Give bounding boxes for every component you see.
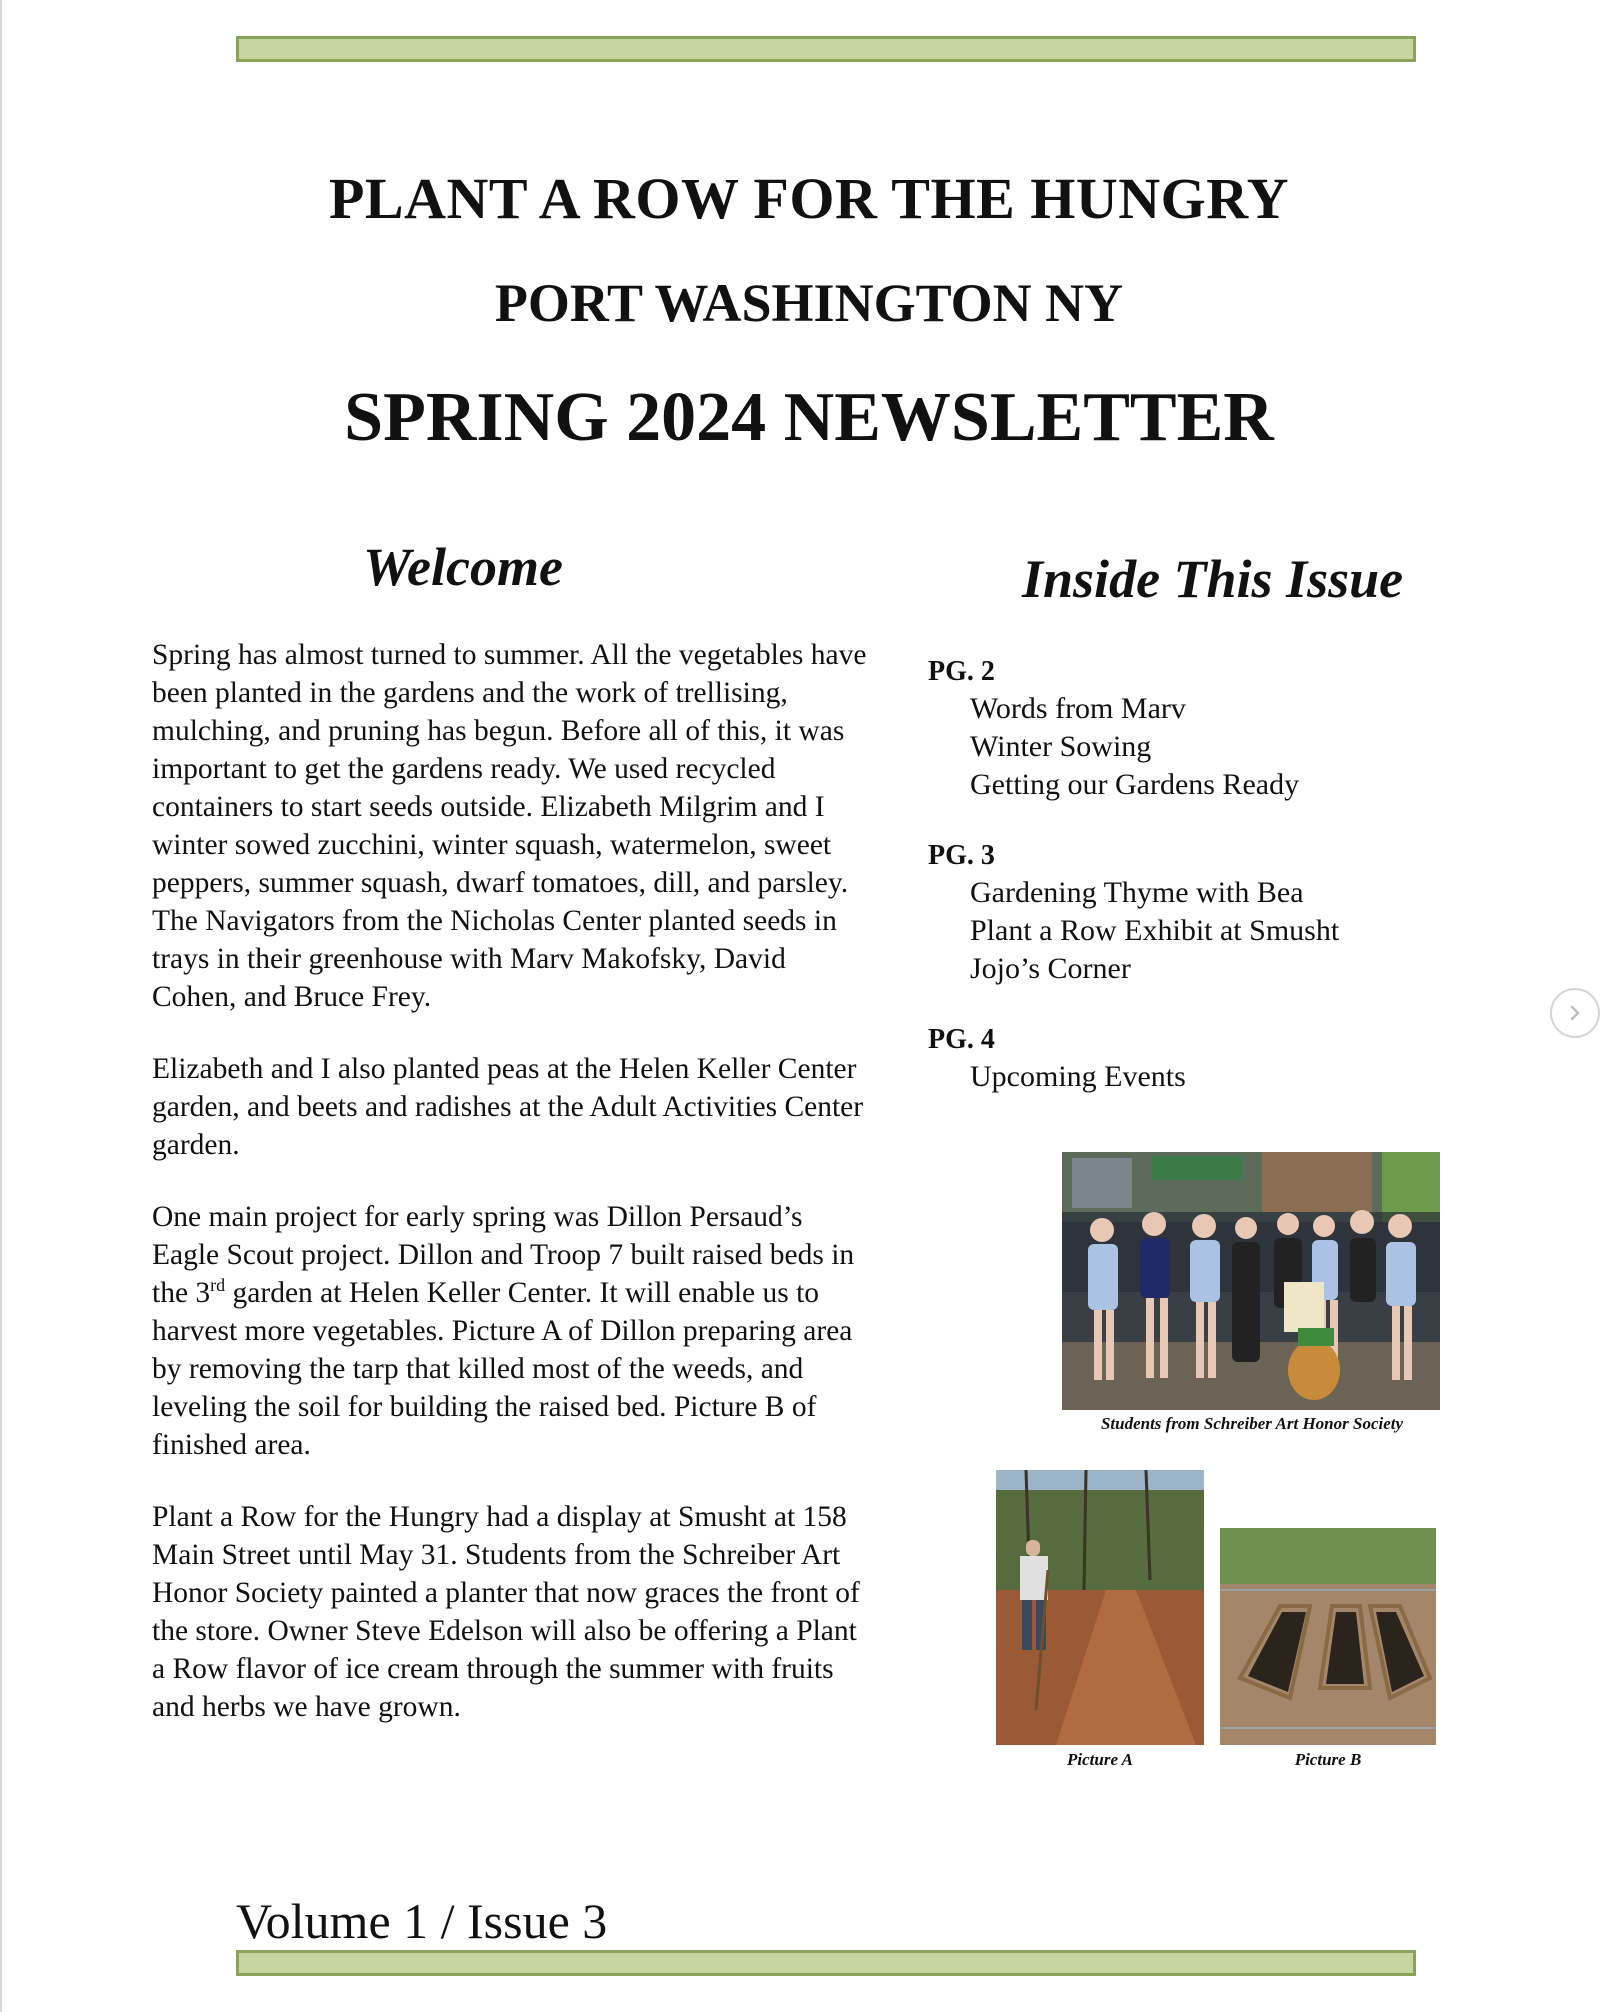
toc-item: Upcoming Events bbox=[970, 1060, 1186, 1093]
welcome-paragraph-1: Spring has almost turned to summer. All the vegetables have been planted in the gardens and the work of trellising, mulching, and pruning has begun. Before all of this, it was important to get the gardens ready. We used recycled containers to start seeds outside. Elizabeth Milgrim and I winter sowed zucchini, winter squash, watermelon, sweet peppers, summer squash, dwarf tomatoes, dill, and parsley. The Navigators from the Nicholas Center planted seeds in trays in their greenhouse with Marv Makofsky, David Cohen, and Bruce Frey. bbox=[152, 639, 867, 1013]
toc-item: Gardening Thyme with Bea bbox=[970, 876, 1304, 909]
toc-group bbox=[928, 838, 1448, 988]
toc-item: Getting our Gardens Ready bbox=[970, 768, 1300, 801]
volume-issue-label: Volume 1 / Issue 3 bbox=[236, 1893, 608, 1949]
picture-a-photo bbox=[996, 1470, 1204, 1745]
chevron-right-icon bbox=[1565, 1003, 1585, 1023]
toc-page-number: PG. 4 bbox=[928, 1024, 995, 1055]
toc-page-number: PG. 2 bbox=[928, 656, 995, 687]
next-page-button[interactable] bbox=[1550, 988, 1600, 1038]
inside-this-issue-heading: Inside This Issue bbox=[1022, 549, 1404, 609]
welcome-paragraph-4: Plant a Row for the Hungry had a display at Smusht at 158 Main Street until May 31. Students from the Schreiber Art Honor Society painted a planter that now graces the front of the store. Owner Steve Edelson will also be offering a Plant a Row flavor of ice cream through the summer with fruits and herbs we have grown. bbox=[152, 1501, 860, 1723]
p3-text-after: garden at Helen Keller Center. It will enable us to harvest more vegetables. Picture A of Dillon preparing area by removing the tarp that killed most of the weeds, and leveling the soil for building the raised bed. Picture B of finished area. bbox=[152, 1277, 853, 1461]
masthead-location: PORT WASHINGTON NY bbox=[494, 273, 1124, 333]
welcome-article bbox=[152, 636, 872, 1760]
toc-item: Plant a Row Exhibit at Smusht bbox=[970, 914, 1340, 947]
toc-item: Words from Marv bbox=[970, 692, 1186, 725]
bottom-green-bar bbox=[236, 1950, 1416, 1976]
toc-item: Winter Sowing bbox=[970, 730, 1152, 763]
top-green-bar bbox=[236, 36, 1416, 62]
students-photo-caption: Students from Schreiber Art Honor Society bbox=[1100, 1414, 1404, 1433]
toc-group bbox=[928, 654, 1448, 804]
toc-group bbox=[928, 1022, 1448, 1096]
welcome-paragraph-2: Elizabeth and I also planted peas at the Helen Keller Center garden, and beets and radishes at the Adult Activities Center garden. bbox=[152, 1053, 864, 1161]
students-photo bbox=[1062, 1152, 1440, 1410]
toc-item: Jojo’s Corner bbox=[970, 952, 1131, 985]
p3-text-before: One main project for early spring was Dillon Persaud’s Eagle Scout project. Dillon and Troop 7 built raised beds in the 3 bbox=[152, 1201, 855, 1309]
masthead-issue: SPRING 2024 NEWSLETTER bbox=[344, 379, 1274, 456]
welcome-paragraph-3 bbox=[152, 1198, 872, 1464]
picture-b-photo bbox=[1220, 1528, 1436, 1745]
table-of-contents bbox=[928, 654, 1448, 1130]
p3-superscript: rd bbox=[210, 1275, 226, 1296]
toc-page-number: PG. 3 bbox=[928, 840, 995, 871]
picture-b-caption: Picture B bbox=[1294, 1750, 1362, 1769]
masthead-title: PLANT A ROW FOR THE HUNGRY bbox=[328, 166, 1290, 231]
picture-a-caption: Picture A bbox=[1067, 1750, 1133, 1769]
welcome-heading: Welcome bbox=[363, 537, 563, 597]
